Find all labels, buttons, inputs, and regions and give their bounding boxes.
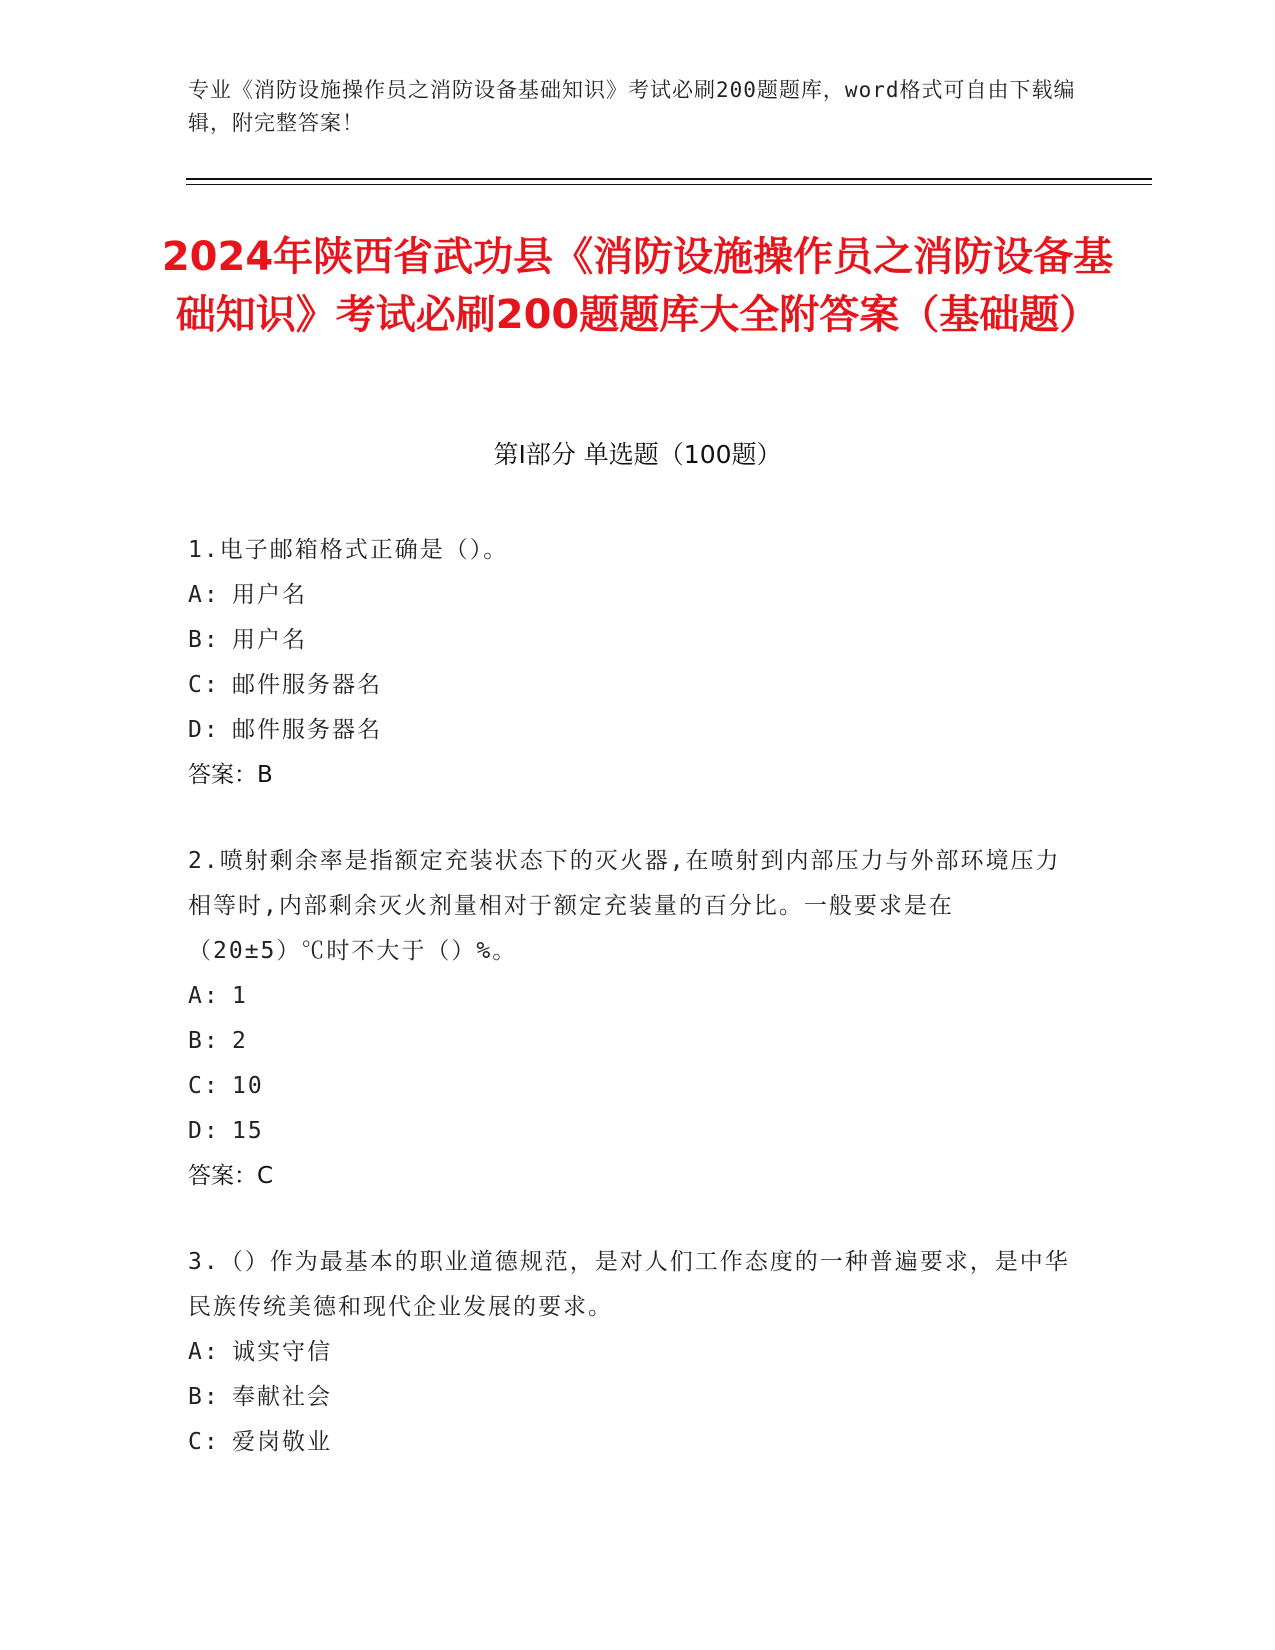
option-key: A: (188, 983, 220, 1009)
option-text: 2 (232, 1028, 248, 1054)
option-text: 用户名 (232, 582, 307, 608)
option-b (188, 1375, 1078, 1420)
option-text: 用户名 (232, 627, 307, 653)
option-b (188, 618, 1078, 663)
option-c (188, 1064, 1078, 1109)
question-1 (188, 528, 1078, 798)
option-key: C: (188, 672, 220, 698)
option-key: B: (188, 627, 220, 653)
header-divider-thin (186, 184, 1152, 185)
option-key: A: (188, 582, 220, 608)
option-key: C: (188, 1429, 220, 1455)
answer-line: 答案：B (188, 762, 273, 788)
option-a (188, 974, 1078, 1019)
question-list (188, 528, 1078, 1506)
option-c (188, 1420, 1078, 1465)
option-text: 诚实守信 (232, 1339, 332, 1365)
option-key: D: (188, 1118, 220, 1144)
option-d (188, 1109, 1078, 1154)
question-2 (188, 839, 1078, 1199)
option-c (188, 663, 1078, 708)
header-divider-thick (186, 178, 1152, 180)
option-text: 15 (232, 1118, 264, 1144)
question-stem: 1.电子邮箱格式正确是（）。 (188, 537, 509, 563)
answer-line: 答案：C (188, 1163, 274, 1189)
option-key: C: (188, 1073, 220, 1099)
option-key: D: (188, 717, 220, 743)
option-d (188, 708, 1078, 753)
question-stem: 3.（）作为最基本的职业道德规范，是对人们工作态度的一种普遍要求，是中华民族传统美德和现代企业发展的要求。 (188, 1249, 1070, 1320)
option-text: 邮件服务器名 (232, 672, 382, 698)
question-stem: 2.喷射剩余率是指额定充装状态下的灭火器,在喷射到内部压力与外部环境压力相等时,内部剩余灭火剂量相对于额定充装量的百分比。一般要求是在（20±5）℃时不大于（）%。 (188, 848, 1061, 964)
option-text: 邮件服务器名 (232, 717, 382, 743)
option-text: 爱岗敬业 (232, 1429, 332, 1455)
option-text: 奉献社会 (232, 1384, 332, 1410)
question-3 (188, 1240, 1078, 1465)
option-text: 1 (232, 983, 248, 1009)
option-a (188, 573, 1078, 618)
option-b (188, 1019, 1078, 1064)
option-key: B: (188, 1028, 220, 1054)
option-key: A: (188, 1339, 220, 1365)
option-a (188, 1330, 1078, 1375)
header-note: 专业《消防设施操作员之消防设备基础知识》考试必刷200题题库，word格式可自由下载编辑，附完整答案！ (188, 78, 1076, 135)
document-title: 2024年陕西省武功县《消防设施操作员之消防设备基础知识》考试必刷200题题库大全附答案（基础题） (161, 234, 1114, 338)
option-text: 10 (232, 1073, 264, 1099)
option-key: B: (188, 1384, 220, 1410)
section-heading: 第I部分 单选题（100题） (493, 440, 782, 469)
